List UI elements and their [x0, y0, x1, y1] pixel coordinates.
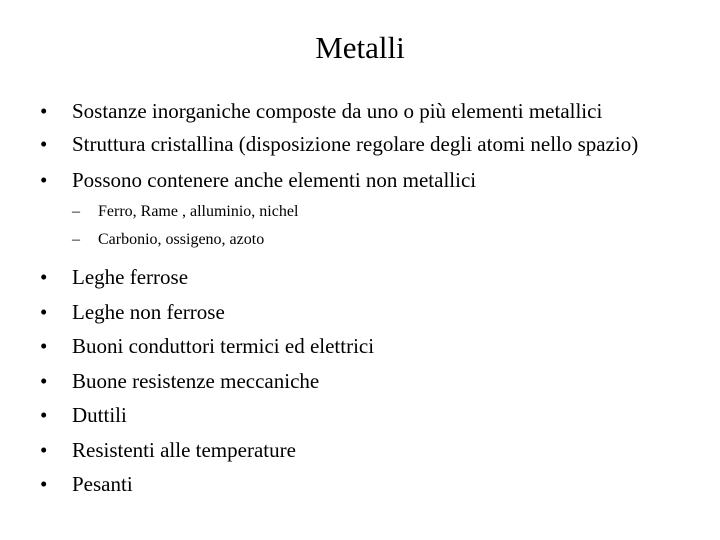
property-text: Buoni conduttori termici ed elettrici — [72, 334, 375, 358]
property-text: Resistenti alle temperature — [72, 437, 296, 462]
bullet-marker: • — [40, 403, 48, 427]
bullet-marker: • — [40, 368, 48, 393]
property-item — [38, 264, 686, 290]
property-text: Leghe ferrose — [72, 265, 189, 289]
property-item — [38, 299, 686, 325]
bullet-marker: • — [40, 472, 48, 496]
bullet-marker: • — [40, 334, 48, 358]
bullet-marker: • — [40, 168, 48, 192]
dash-marker: – — [72, 203, 80, 220]
bullet-marker: • — [40, 265, 48, 289]
property-item — [38, 402, 686, 428]
bullet-text: Possono contenere anche elementi non metallici — [72, 168, 477, 192]
sub-bullet-text: Ferro, Rame , alluminio, nichel — [98, 203, 299, 220]
dash-marker: – — [72, 231, 80, 248]
bullet-marker: • — [40, 437, 48, 462]
bullet-text: Sostanze inorganiche composte da uno o più elementi metallici — [72, 99, 603, 123]
bullet-item — [38, 131, 686, 157]
properties-list — [38, 264, 686, 497]
sub-bullet-item — [72, 202, 686, 222]
bullet-marker: • — [40, 299, 48, 324]
slide-title: Metalli — [315, 30, 405, 65]
property-text: Leghe non ferrose — [72, 299, 225, 324]
property-text: Pesanti — [72, 472, 133, 496]
sub-bullet-text: Carbonio, ossigeno, azoto — [98, 231, 265, 248]
property-item — [38, 333, 686, 359]
bullet-marker: • — [40, 99, 48, 123]
property-item — [38, 437, 686, 463]
property-text: Buone resistenze meccaniche — [72, 368, 320, 393]
bullet-list — [38, 98, 686, 506]
bullet-item — [38, 167, 686, 193]
bullet-marker: • — [40, 132, 48, 156]
bullet-text: Struttura cristallina (disposizione regolare degli atomi nello spazio) — [72, 132, 639, 156]
property-item — [38, 368, 686, 394]
property-item — [38, 471, 686, 497]
property-text: Duttili — [72, 403, 127, 427]
sub-bullet-item — [72, 230, 686, 250]
bullet-item — [38, 98, 686, 124]
sub-bullet-list — [72, 202, 686, 250]
